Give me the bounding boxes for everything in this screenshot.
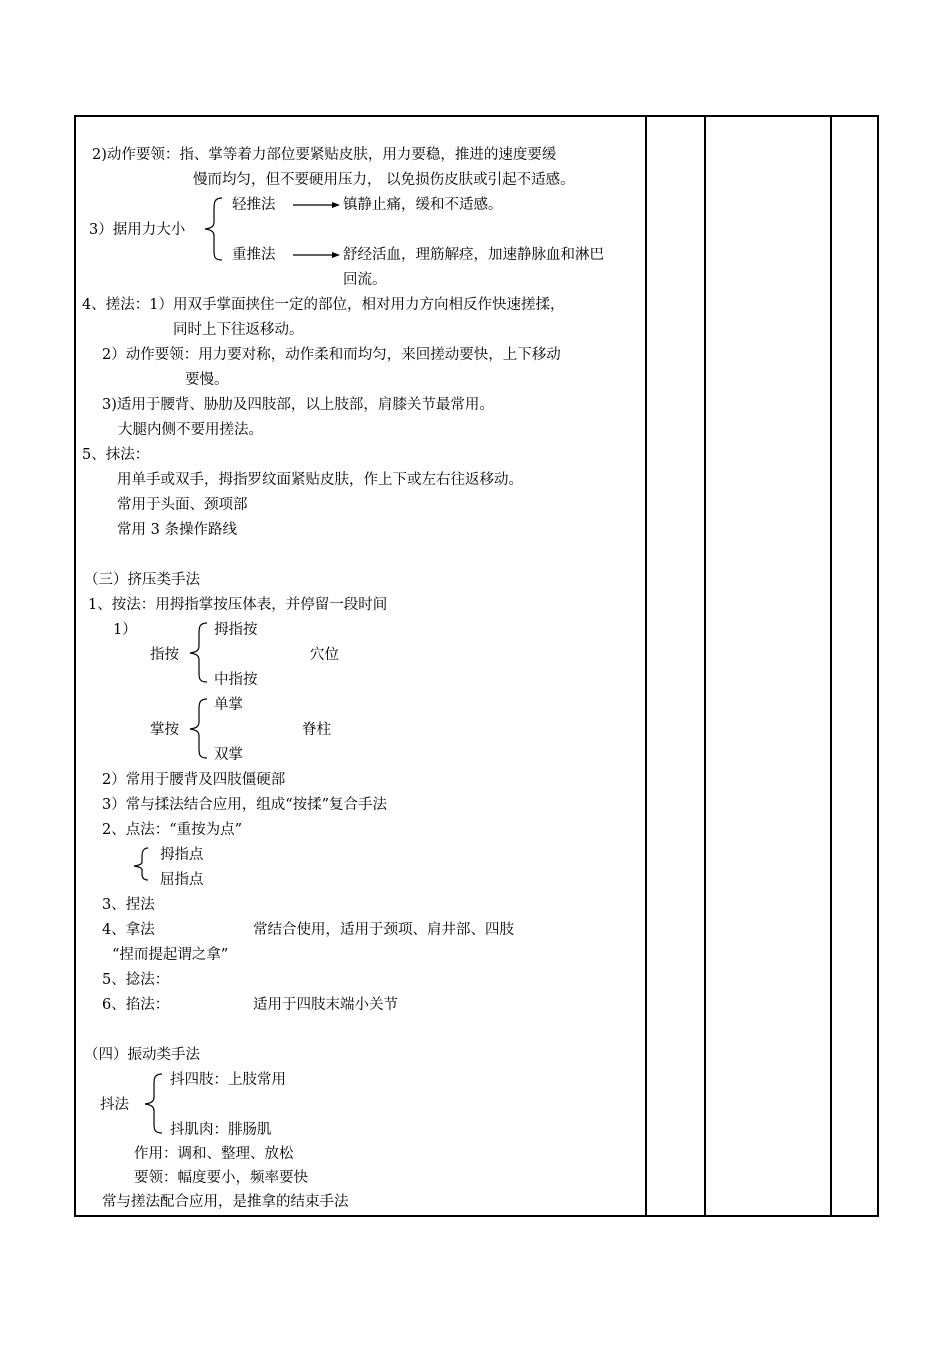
- vibrate-section-heading: （四）振动类手法: [84, 1047, 200, 1063]
- pinch-method-line: 3、捏法: [102, 897, 155, 913]
- brace-shake: [145, 1074, 162, 1133]
- shake-limbs-label: 抖四肢：上肢常用: [170, 1072, 286, 1088]
- pluck-usage: 适用于四肢末端小关节: [253, 997, 398, 1013]
- brace-finger-press: [190, 623, 207, 682]
- heavy-push-effect: 舒经活血，理筋解痉，加速静脉血和淋巴: [343, 247, 604, 263]
- wipe-title: 5、抹法：: [82, 447, 150, 463]
- shake-muscle-label: 抖肌肉：腓肠肌: [170, 1122, 272, 1138]
- grasp-usage: 常结合使用，适用于颈项、肩井部、四肢: [253, 922, 514, 938]
- press-section-heading: （三）挤压类手法: [84, 572, 200, 588]
- pluck-method-line: 6、掐法：: [102, 997, 170, 1013]
- rub-step2-line2: 要慢。: [185, 372, 229, 388]
- brace-point: [134, 848, 148, 880]
- wipe-line1: 用单手或双手，拇指罗纹面紧贴皮肤，作上下或左右往返移动。: [117, 472, 523, 488]
- vibrate-effect-line: 作用：调和、整理、放松: [134, 1146, 294, 1162]
- spine-label: 脊柱: [302, 722, 331, 738]
- wipe-line3: 常用 3 条操作路线: [117, 522, 237, 538]
- push-step3-label: 3）据用力大小: [89, 222, 186, 238]
- twist-method-line: 5、捻法：: [102, 972, 170, 988]
- heavy-push-effect-cont: 回流。: [343, 272, 387, 288]
- palm-press-label: 掌按: [150, 722, 179, 738]
- rub-step1-line1: 4、搓法：1）用双手掌面挟住一定的部位，相对用力方向相反作快速搓揉，: [82, 297, 565, 313]
- point-method-line: 2、点法：“重按为点”: [102, 822, 243, 838]
- double-palm-label: 双掌: [214, 747, 243, 763]
- brace-palm-press: [190, 699, 207, 758]
- brace-force: [205, 198, 222, 260]
- bent-finger-point-label: 屈指点: [160, 872, 204, 888]
- push-step2-line1: 2)动作要领：指、掌等着力部位要紧贴皮肤，用力要稳，推进的速度要缓: [92, 147, 557, 163]
- single-palm-label: 单掌: [214, 697, 243, 713]
- thumb-point-label: 拇指点: [160, 847, 204, 863]
- arrow-head-heavy: [332, 252, 340, 258]
- acupoint-label: 穴位: [310, 647, 339, 663]
- vibrate-combo-line: 常与搓法配合应用，是推拿的结束手法: [102, 1194, 349, 1210]
- arrow-head-light: [332, 202, 340, 208]
- wipe-line2: 常用于头面、颈项部: [117, 497, 248, 513]
- press-method-line: 1、按法：用拇指掌按压体表，并停留一段时间: [88, 597, 388, 613]
- thumb-press-label: 拇指按: [214, 622, 258, 638]
- middle-finger-press-label: 中指按: [214, 672, 258, 688]
- shake-method-label: 抖法: [100, 1097, 129, 1113]
- press-number-1: 1）: [113, 622, 137, 638]
- grasp-definition: “捏而提起谓之拿”: [112, 947, 229, 963]
- press-combine-line: 3）常与揉法结合应用，组成“按揉”复合手法: [102, 797, 388, 813]
- rub-step3: 3)适用于腰背、胁肋及四肢部，以上肢部，肩膝关节最常用。: [102, 397, 494, 413]
- grasp-method-line: 4、拿法: [102, 922, 155, 938]
- rub-step2-line1: 2）动作要领：用力要对称，动作柔和而均匀，来回搓动要快，上下移动: [102, 347, 561, 363]
- rub-note: 大腿内侧不要用搓法。: [118, 422, 263, 438]
- light-push-label: 轻推法: [232, 197, 276, 213]
- heavy-push-label: 重推法: [232, 247, 276, 263]
- light-push-effect: 镇静止痛，缓和不适感。: [343, 197, 503, 213]
- rub-step1-line2: 同时上下往返移动。: [173, 322, 304, 338]
- finger-press-label: 指按: [150, 647, 179, 663]
- push-step2-line2: 慢而均匀，但不要硬用压力， 以免损伤皮肤或引起不适感。: [193, 172, 575, 188]
- press-use-line: 2）常用于腰背及四肢僵硬部: [102, 772, 286, 788]
- vibrate-key-line: 要领：幅度要小，频率要快: [134, 1170, 308, 1186]
